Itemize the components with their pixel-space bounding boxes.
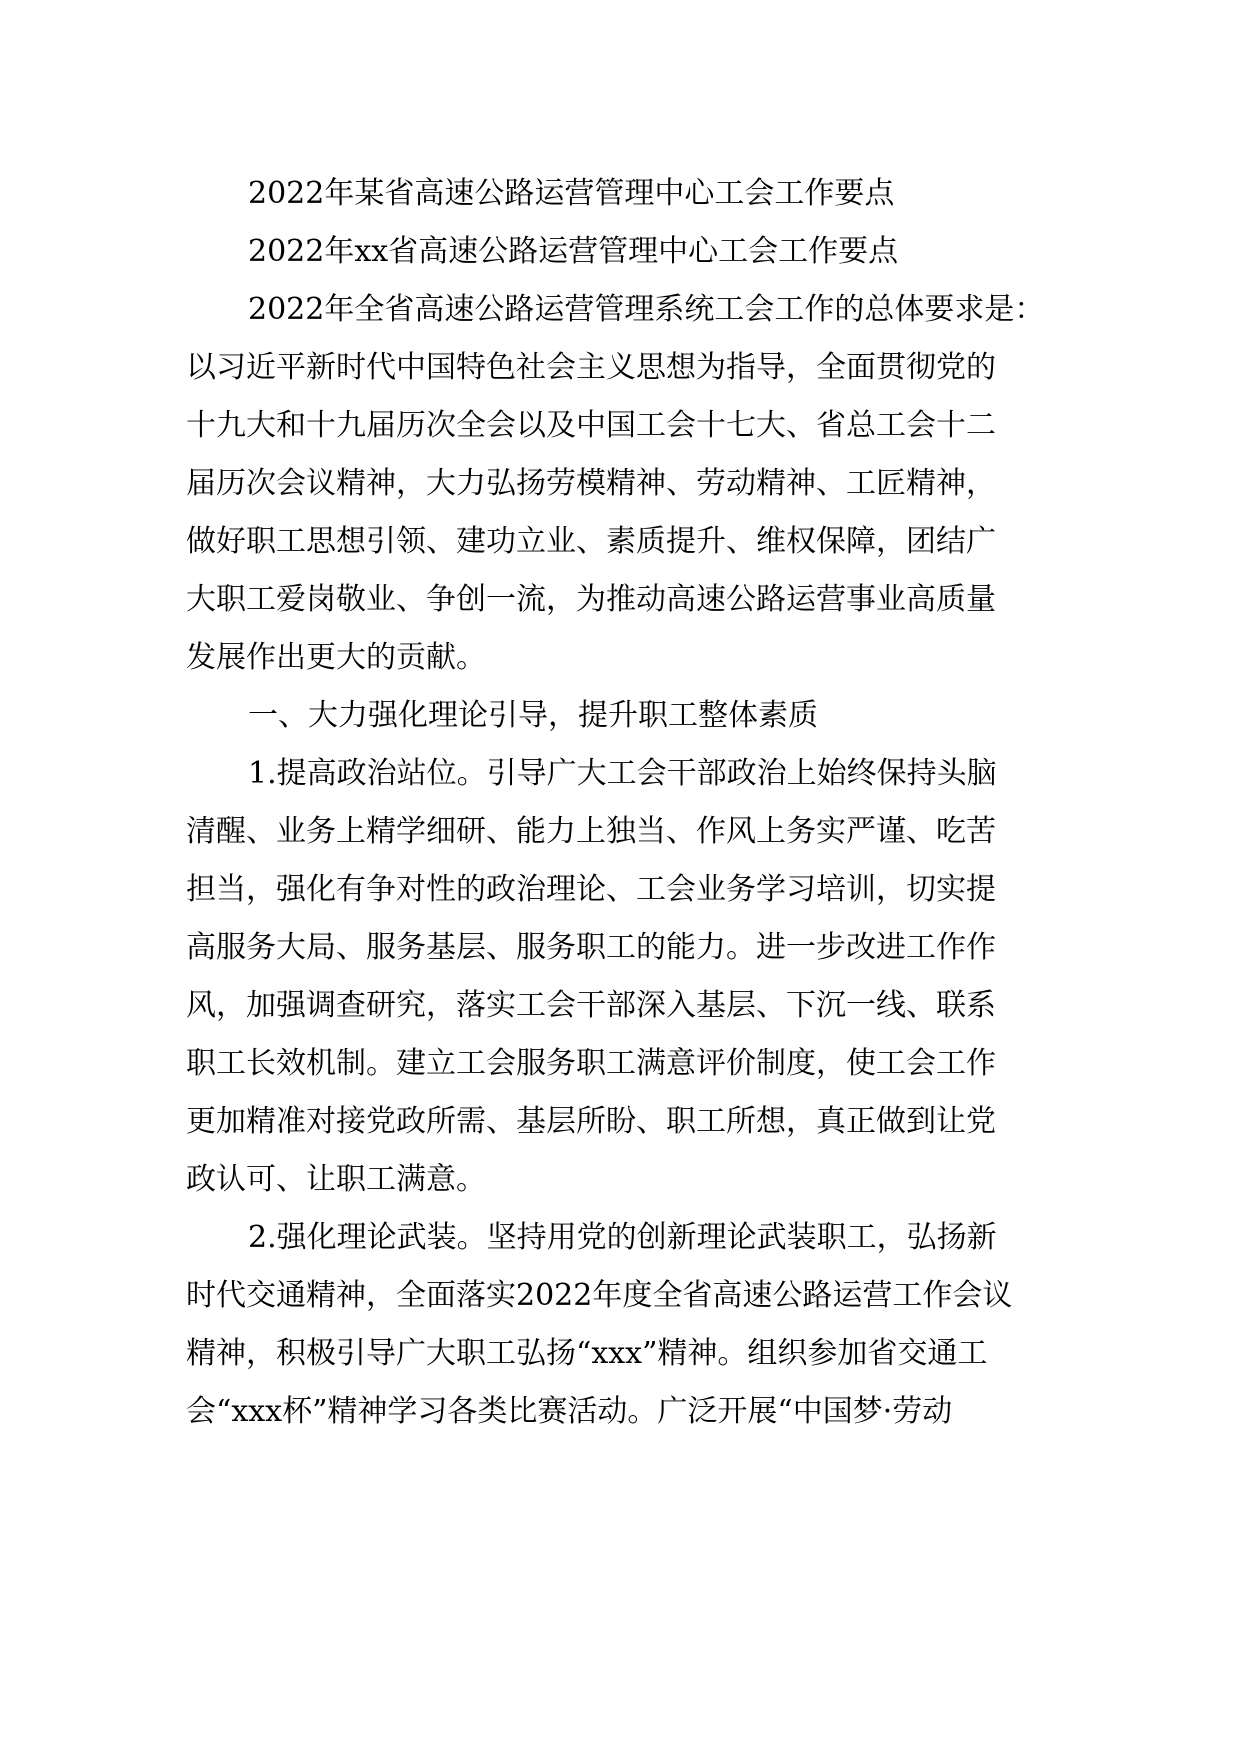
intro-paragraph-line: 2022年全省高速公路运营管理系统工会工作的总体要求是： [248, 292, 1045, 327]
item-1-line: 清醒、业务上精学细研、能力上独当、作风上务实严谨、吃苦 [186, 814, 996, 849]
document-title: 2022年某省高速公路运营管理中心工会工作要点 [248, 176, 895, 211]
item-1-line: 1.提高政治站位。引导广大工会干部政治上始终保持头脑 [248, 756, 997, 791]
document-subtitle: 2022年xx省高速公路运营管理中心工会工作要点 [248, 234, 899, 269]
item-1-line: 更加精准对接党政所需、基层所盼、职工所想，真正做到让党 [186, 1104, 996, 1139]
intro-paragraph-line: 十九大和十九届历次全会以及中国工会十七大、省总工会十二 [186, 408, 996, 443]
item-2-line: 时代交通精神，全面落实2022年度全省高速公路运营工作会议 [186, 1278, 1013, 1313]
item-1-line: 政认可、让职工满意。 [186, 1162, 486, 1197]
item-2-line: 会“xxx杯”精神学习各类比赛活动。广泛开展“中国梦·劳动 [186, 1394, 953, 1429]
item-1-line: 风，加强调查研究，落实工会干部深入基层、下沉一线、联系 [186, 988, 996, 1023]
item-1-line: 高服务大局、服务基层、服务职工的能力。进一步改进工作作 [186, 930, 996, 965]
intro-paragraph-line: 以习近平新时代中国特色社会主义思想为指导，全面贯彻党的 [186, 350, 996, 385]
item-2-line: 精神，积极引导广大职工弘扬“xxx”精神。组织参加省交通工 [186, 1336, 988, 1371]
intro-paragraph-line: 做好职工思想引领、建功立业、素质提升、维权保障，团结广 [186, 524, 996, 559]
intro-paragraph-line: 发展作出更大的贡献。 [186, 640, 486, 675]
intro-paragraph-line: 大职工爱岗敬业、争创一流，为推动高速公路运营事业高质量 [186, 582, 996, 617]
intro-paragraph-line: 届历次会议精神，大力弘扬劳模精神、劳动精神、工匠精神， [186, 466, 996, 501]
item-1-line: 担当，强化有争对性的政治理论、工会业务学习培训，切实提 [186, 872, 996, 907]
item-1-line: 职工长效机制。建立工会服务职工满意评价制度，使工会工作 [186, 1046, 996, 1081]
section-heading: 一、大力强化理论引导，提升职工整体素质 [248, 698, 818, 733]
item-2-line: 2.强化理论武装。坚持用党的创新理论武装职工，弘扬新 [248, 1220, 997, 1255]
